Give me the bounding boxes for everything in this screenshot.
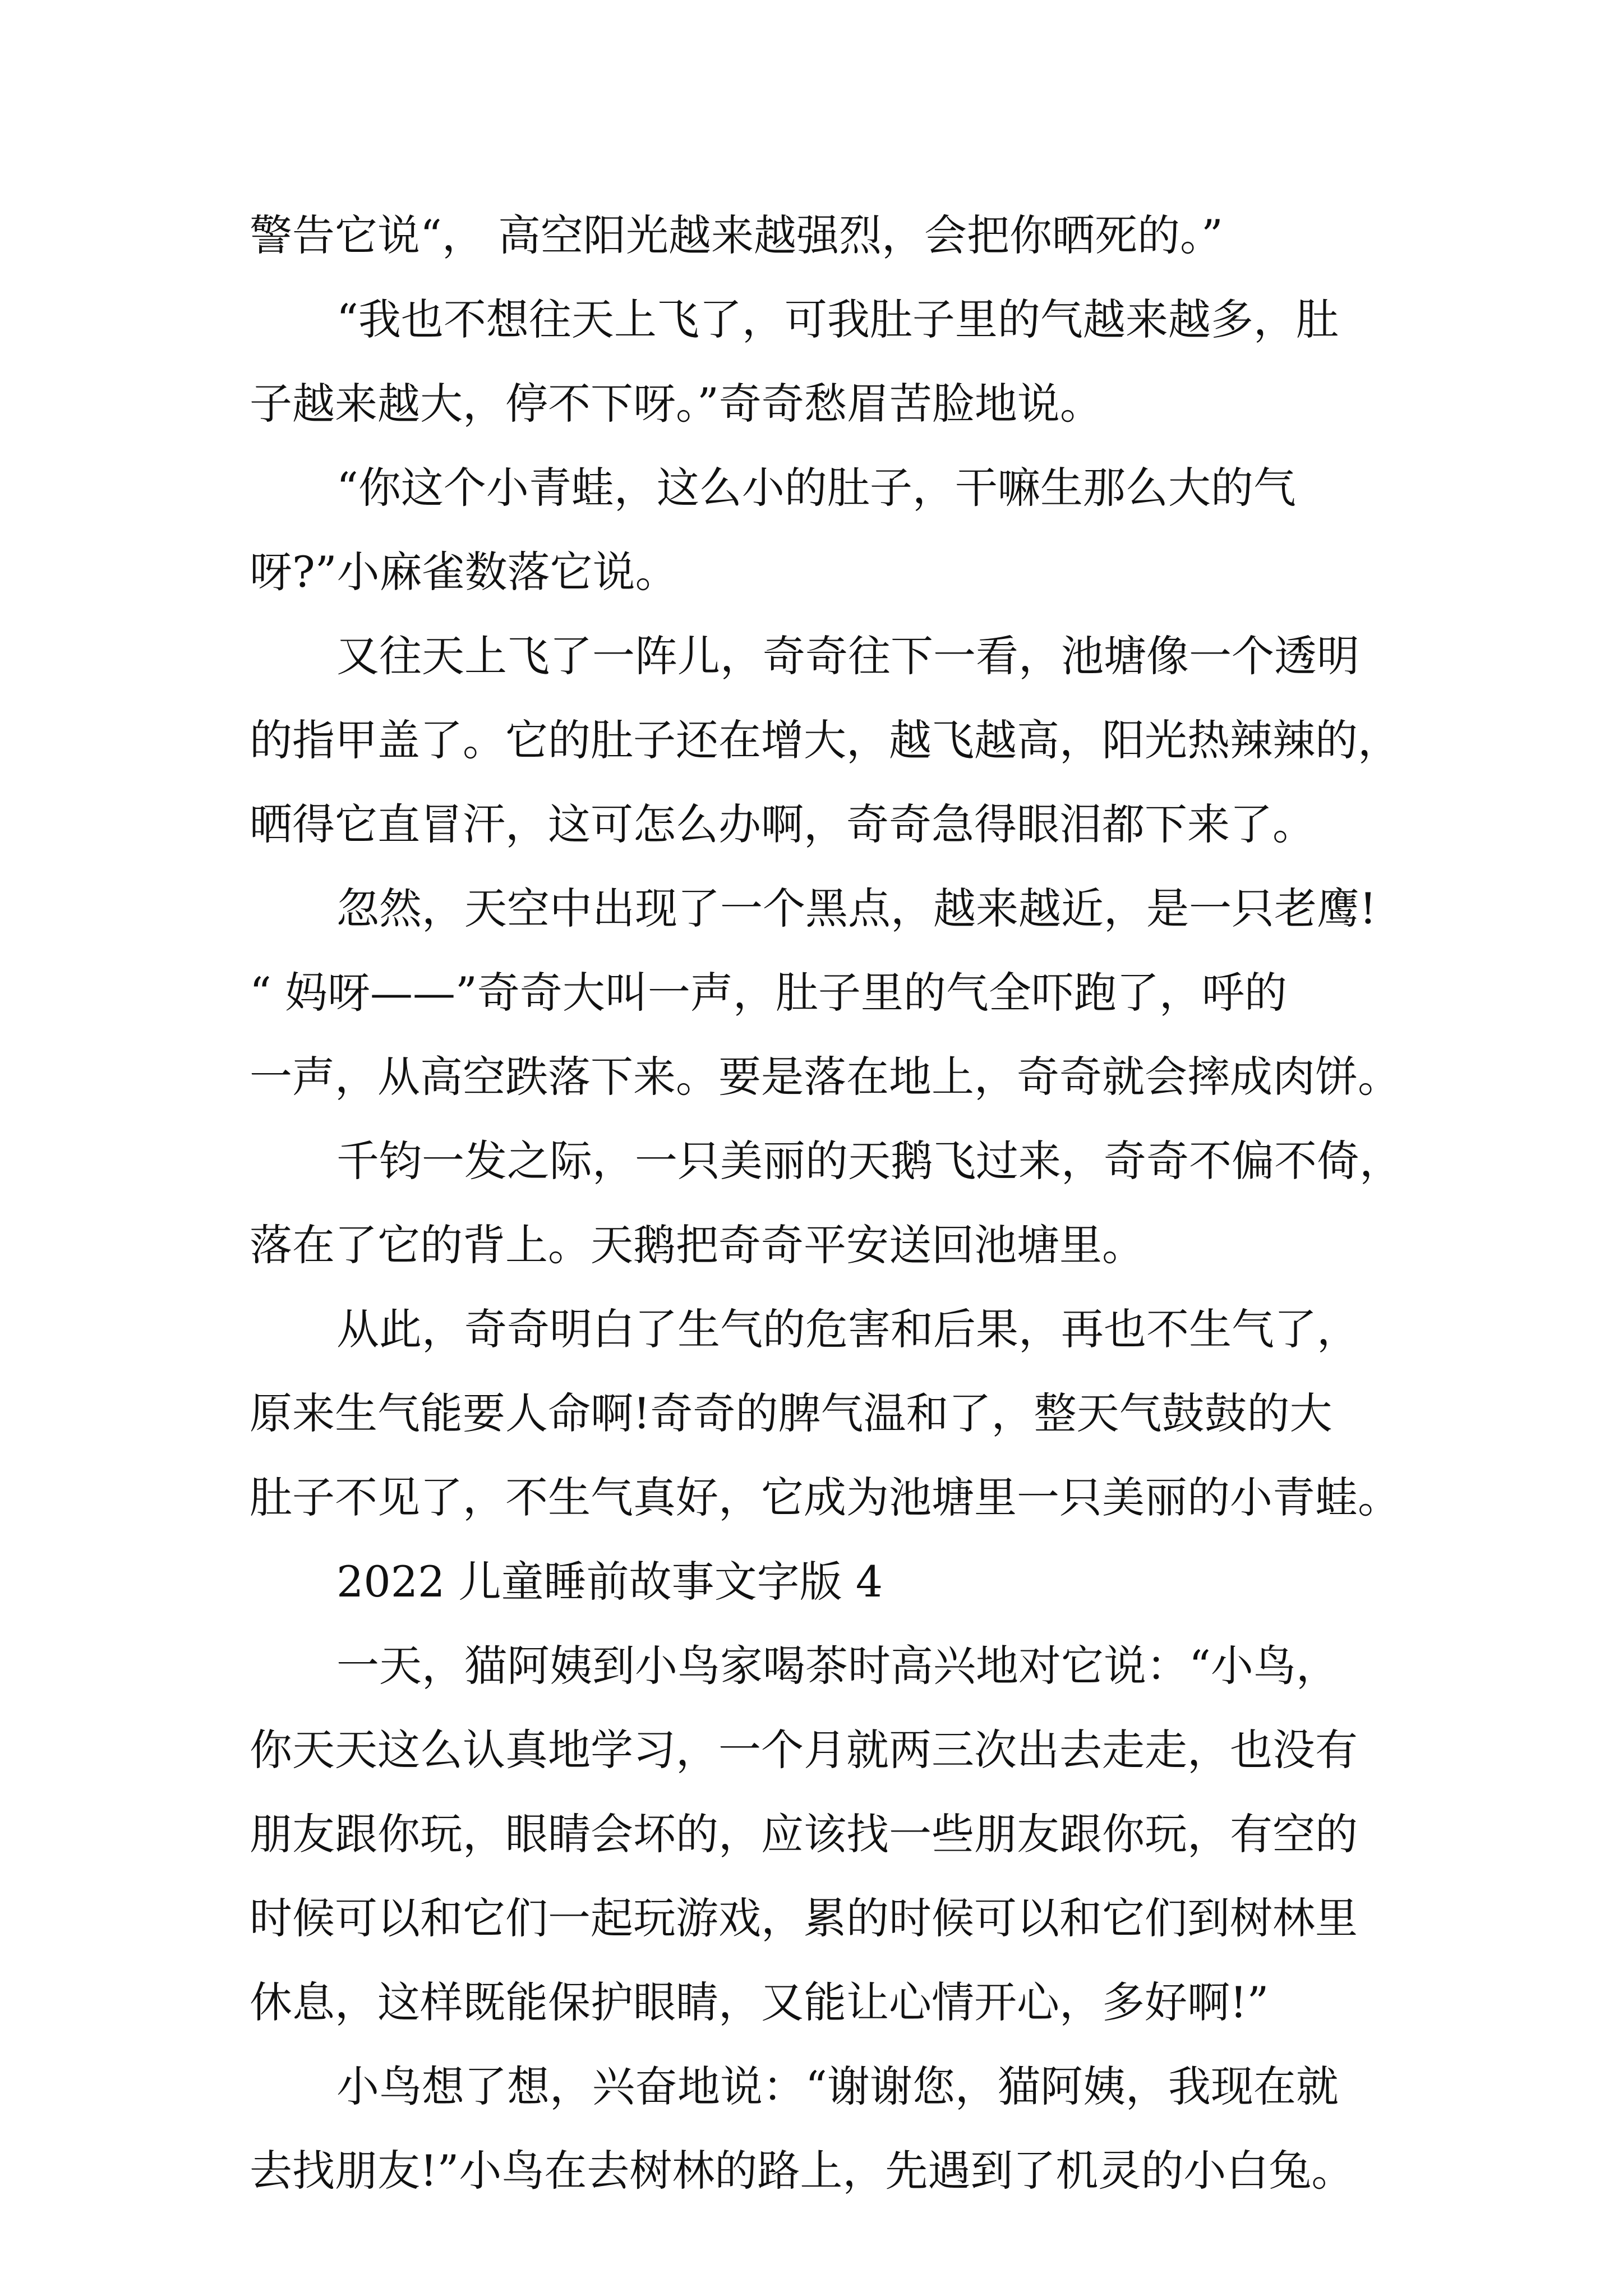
- text-line: “你这个小青蛙，这么小的肚子，干嘛生那么大的气: [336, 463, 1296, 513]
- text-line: 警告它说“， 高空阳光越来越强烈，会把你晒死的。”: [250, 210, 1223, 260]
- text-line: 小鸟想了想，兴奋地说：“谢谢您，猫阿姨，我现在就: [336, 2062, 1339, 2111]
- text-line: 一声，从高空跌落下来。要是落在地上，奇奇就会摔成肉饼。: [250, 1052, 1400, 1102]
- document-body: [250, 194, 1405, 2213]
- text-line: 忽然，天空中出现了一个黑点，越来越近，是一只老鹰!: [336, 884, 1377, 933]
- text-line: 呀?”小麻雀数落它说。: [250, 547, 678, 597]
- text-line: 千钧一发之际，一只美丽的天鹅飞过来，奇奇不偏不倚，: [336, 1136, 1402, 1186]
- text-line: 从此，奇奇明白了生气的危害和后果，再也不生气了，: [336, 1304, 1359, 1354]
- text-line: 朋友跟你玩，眼睛会坏的，应该找一些朋友跟你玩，有空的: [250, 1809, 1358, 1859]
- text-line: 休息，这样既能保护眼睛，又能让心情开心，多好啊!”: [250, 1977, 1269, 2027]
- text-line: 子越来越大，停不下呀。”奇奇愁眉苦脸地说。: [250, 379, 1103, 429]
- text-line: 时候可以和它们一起玩游戏，累的时候可以和它们到树林里: [250, 1893, 1358, 1943]
- text-line: 去找朋友!”小鸟在去树林的路上，先遇到了机灵的小白兔。: [250, 2146, 1354, 2196]
- text-line: 原来生气能要人命啊!奇奇的脾气温和了，整天气鼓鼓的大: [250, 1388, 1332, 1438]
- text-line: 肚子不见了，不生气真好，它成为池塘里一只美丽的小青蛙。: [250, 1473, 1400, 1522]
- text-line: “ 妈呀——”奇奇大叫一声，肚子里的气全吓跑了，呼的: [250, 968, 1287, 1018]
- section-heading: 2022 儿童睡前故事文字版 4: [336, 1557, 883, 1607]
- text-line: 落在了它的背上。天鹅把奇奇平安送回池塘里。: [250, 1220, 1145, 1270]
- text-line: 一天，猫阿姨到小鸟家喝茶时高兴地对它说：“小鸟，: [336, 1641, 1339, 1691]
- text-line: 晒得它直冒汗，这可怎么办啊，奇奇急得眼泪都下来了。: [250, 799, 1315, 849]
- text-line: “我也不想往天上飞了，可我肚子里的气越来越多，肚: [336, 295, 1339, 344]
- text-line: 你天天这么认真地学习，一个月就两三次出去走走，也没有: [250, 1725, 1358, 1775]
- text-line: 又往天上飞了一阵儿，奇奇往下一看，池塘像一个透明: [336, 631, 1359, 681]
- text-line: 的指甲盖了。它的肚子还在增大，越飞越高，阳光热辣辣的，: [250, 715, 1400, 765]
